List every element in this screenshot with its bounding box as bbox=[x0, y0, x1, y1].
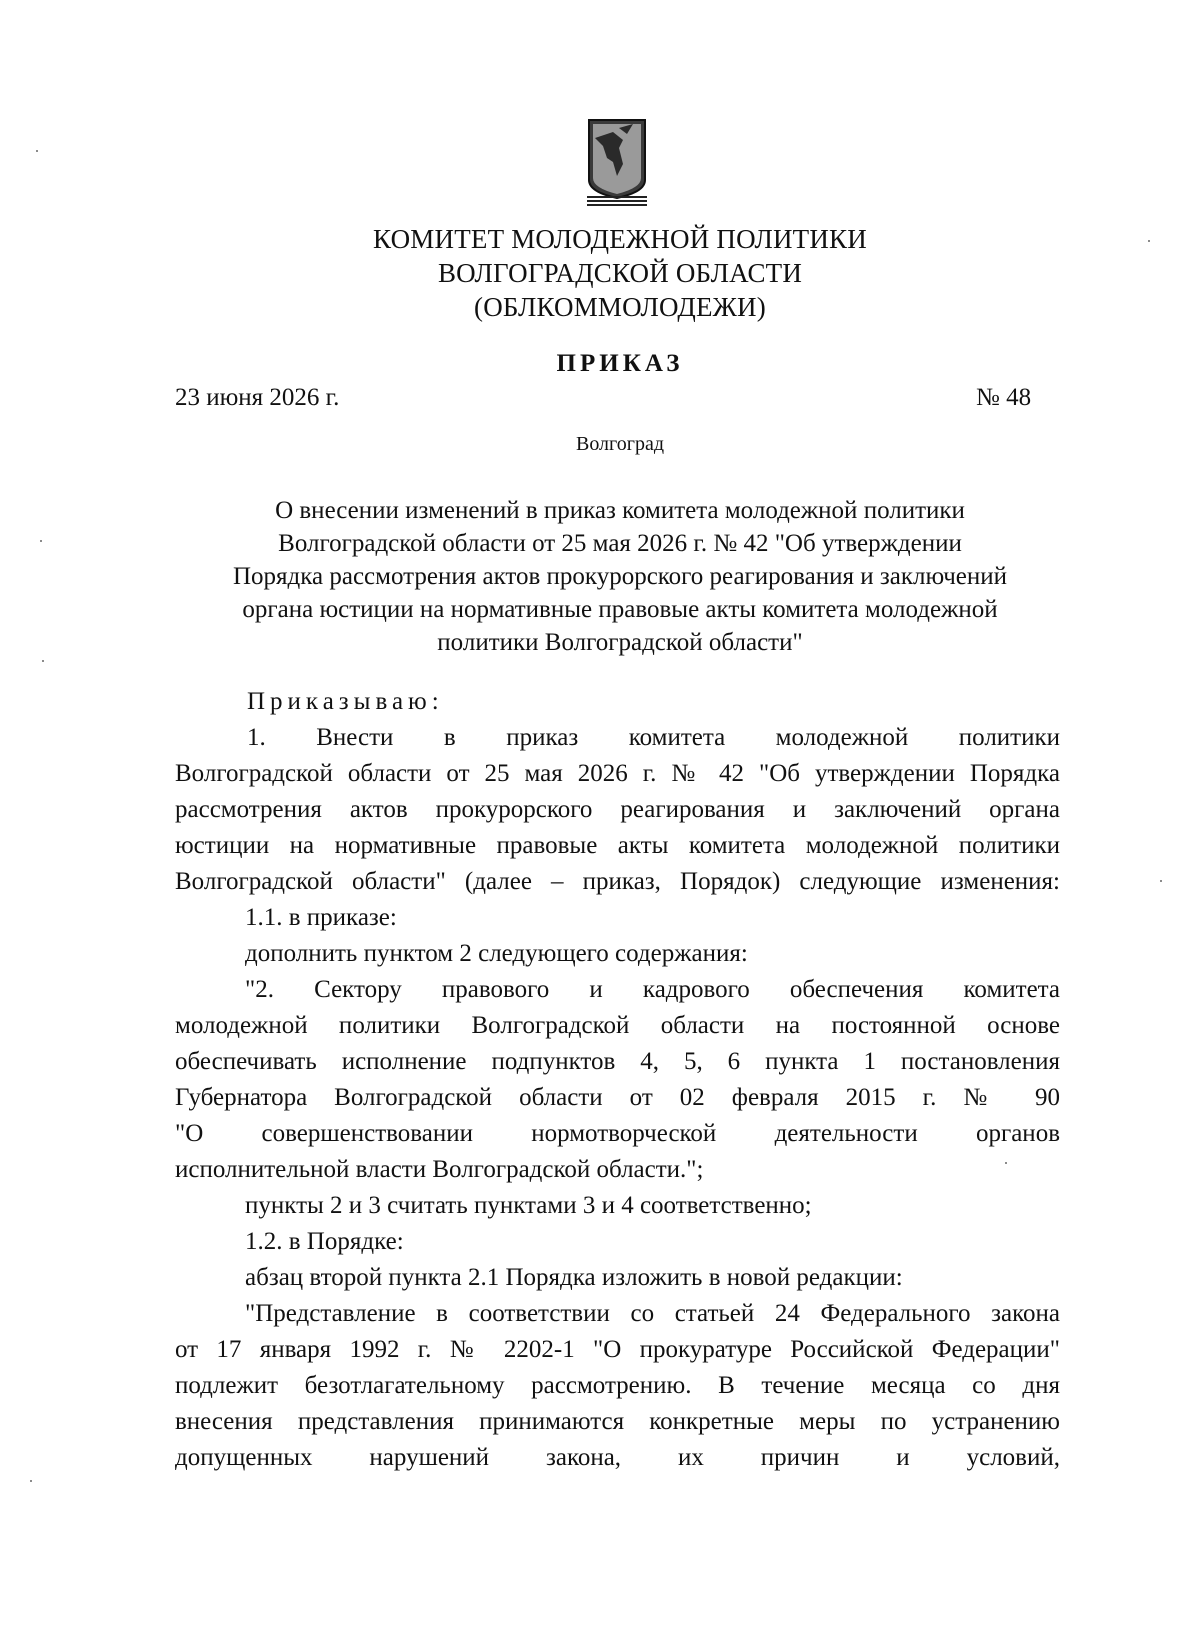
quote-item-2-line: "2. Сектору правового и кадрового обеспечения комитета bbox=[245, 976, 1060, 1003]
scan-speck bbox=[1160, 880, 1162, 882]
paragraph-1-line: рассмотрения актов прокурорского реагирования и заключений органа bbox=[175, 796, 1060, 823]
subitem-1-1-text: дополнить пунктом 2 следующего содержания: bbox=[245, 940, 748, 967]
subitem-1-1: 1.1. в приказе: bbox=[245, 904, 397, 931]
scan-speck bbox=[42, 660, 44, 662]
document-number: № 48 bbox=[976, 384, 1032, 411]
subject-line: Волгоградской области от 25 мая 2026 г. № 42 "Об утверждении bbox=[278, 530, 962, 557]
subject-line: политики Волгоградской области" bbox=[437, 629, 803, 656]
document-date: 23 июня 2026 г. bbox=[175, 384, 340, 411]
subitem-1-2-text: абзац второй пункта 2.1 Порядка изложить в новой редакции: bbox=[245, 1264, 903, 1291]
quote-item-3-line: подлежит безотлагательному рассмотрению. В течение месяца со дня bbox=[175, 1372, 1060, 1399]
org-abbreviation: (ОБЛКОММОЛОДЕЖИ) bbox=[474, 292, 766, 322]
quote-item-2-line: "О совершенствовании нормотворческой деятельности органов bbox=[175, 1120, 1060, 1147]
document-type: ПРИКАЗ bbox=[556, 350, 684, 377]
subject-line: Порядка рассмотрения актов прокурорского реагирования и заключений bbox=[232, 563, 1008, 590]
scan-speck bbox=[40, 540, 42, 542]
quote-item-3-line: внесения представления принимаются конкретные меры по устранению bbox=[175, 1408, 1060, 1435]
quote-item-2-line: Губернатора Волгоградской области от 02 февраля 2015 г. № 90 bbox=[175, 1084, 1060, 1111]
subject-line: органа юстиции на нормативные правовые акты комитета молодежной bbox=[242, 596, 998, 623]
quote-item-3-line: от 17 января 1992 г. № 2202-1 "О прокуратуре Российской Федерации" bbox=[175, 1336, 1060, 1363]
organization-header bbox=[300, 222, 940, 324]
subitem-1-2: 1.2. в Порядке: bbox=[245, 1228, 404, 1255]
quote-item-2-line: исполнительной власти Волгоградской области."; bbox=[175, 1156, 704, 1183]
document-body bbox=[175, 684, 1060, 1476]
quote-item-2-line: обеспечивать исполнение подпунктов 4, 5, 6 пункта 1 постановления bbox=[175, 1048, 1060, 1075]
paragraph-1-line: Волгоградской области от 25 мая 2026 г. № 42 "Об утверждении Порядка bbox=[175, 760, 1060, 787]
scan-speck bbox=[1005, 1162, 1007, 1164]
paragraph-1-line: юстиции на нормативные правовые акты комитета молодежной политики bbox=[175, 832, 1060, 859]
coat-of-arms-icon bbox=[583, 118, 651, 206]
order-word: Приказываю: bbox=[247, 688, 444, 715]
scan-speck bbox=[1148, 240, 1150, 242]
quote-item-3-line: "Представление в соответствии со статьей 24 Федерального закона bbox=[245, 1300, 1060, 1327]
document-subject bbox=[180, 494, 1060, 659]
renumber-text: пункты 2 и 3 считать пунктами 3 и 4 соответственно; bbox=[245, 1192, 812, 1219]
quote-item-2-line: молодежной политики Волгоградской области на постоянной основе bbox=[175, 1012, 1060, 1039]
subject-line: О внесении изменений в приказ комитета молодежной политики bbox=[275, 497, 965, 524]
org-name-line-1: КОМИТЕТ МОЛОДЕЖНОЙ ПОЛИТИКИ bbox=[373, 224, 867, 254]
org-name-line-2: ВОЛГОГРАДСКОЙ ОБЛАСТИ bbox=[437, 258, 803, 288]
paragraph-1-line: 1. Внести в приказ комитета молодежной политики bbox=[247, 724, 1060, 751]
document-city: Волгоград bbox=[575, 433, 665, 455]
paragraph-1-line: Волгоградской области" (далее – приказ, Порядок) следующие изменения: bbox=[175, 868, 1060, 895]
scan-speck bbox=[30, 1480, 32, 1482]
quote-item-3-line: допущенных нарушений закона, их причин и условий, bbox=[175, 1444, 1060, 1471]
scan-speck bbox=[36, 150, 38, 152]
